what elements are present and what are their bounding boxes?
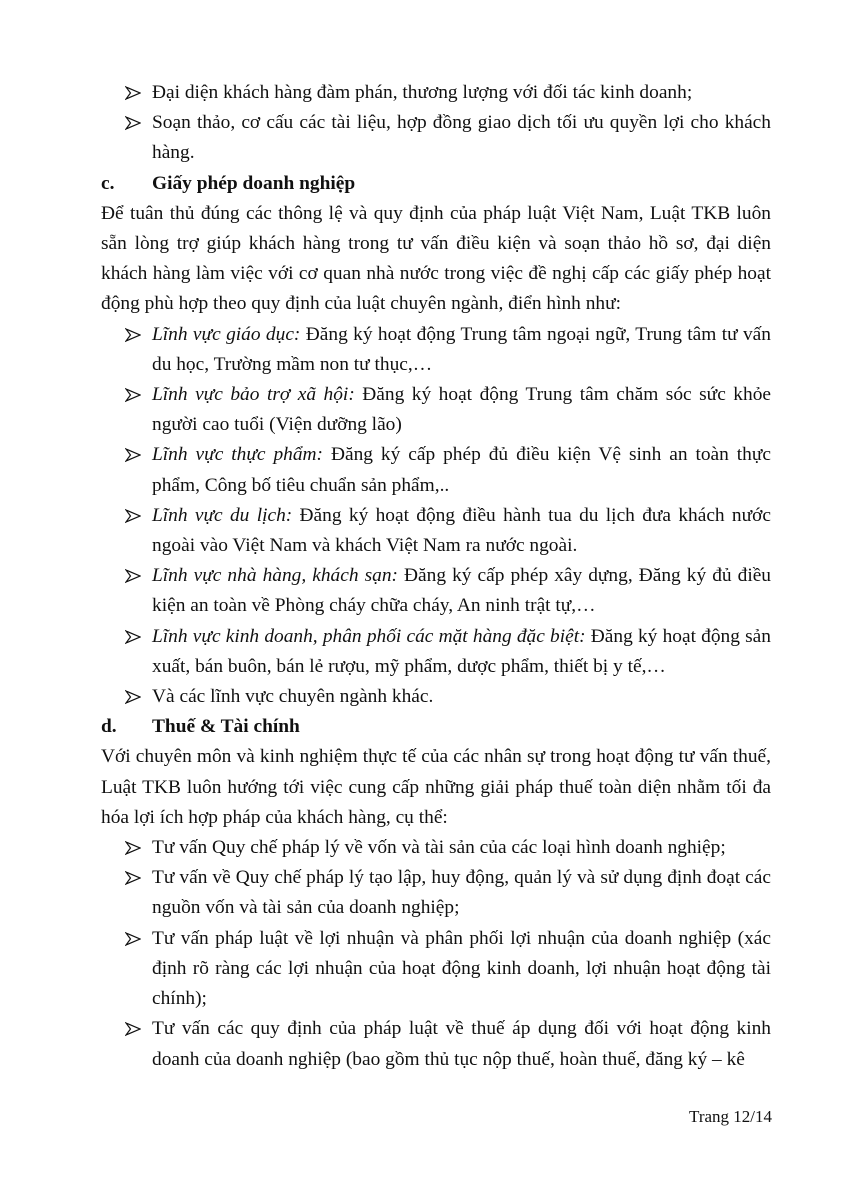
section-intro: Để tuân thủ đúng các thông lệ và quy định của pháp luật Việt Nam, Luật TKB luôn sẵn lòng trợ giúp khách hàng trong tư vấn điều kiện và soạn thảo hồ sơ, đại diện khách hàng làm việc với cơ quan nhà nước trong việc đề nghị cấp các giấy phép hoạt động phù hợp theo quy định của luật chuyên ngành, điển hình như: [101,202,771,315]
list-item [101,863,771,923]
list-item [101,682,771,712]
section-letter: c. [101,172,115,194]
list-item [101,1014,771,1074]
tax-bullet-list [101,833,771,1075]
section-intro: Với chuyên môn và kinh nghiệm thực tế của các nhân sự trong hoạt động tư vấn thuế, Luật TKB luôn hướng tới việc cung cấp những giải pháp thuế toàn diện nhằm tối đa hóa lợi ích hợp pháp của khách hàng, cụ thể: [101,746,771,828]
arrowhead-bullet-icon [125,387,141,403]
arrowhead-bullet-icon [125,327,141,343]
arrowhead-bullet-icon [125,508,141,524]
list-item-text: Tư vấn về Quy chế pháp lý tạo lập, huy động, quản lý và sử dụng định đoạt các nguồn vốn và tài sản của doanh nghiệp; [152,867,771,919]
field-label: Lĩnh vực bảo trợ xã hội: [152,384,355,406]
page-number: Trang 12/14 [689,1107,772,1126]
arrowhead-bullet-icon [125,629,141,645]
list-item [101,833,771,863]
arrowhead-bullet-icon [125,1021,141,1037]
arrowhead-bullet-icon [125,870,141,886]
arrowhead-bullet-icon [125,447,141,463]
field-label: Lĩnh vực thực phẩm: [152,444,324,466]
arrowhead-bullet-icon [125,931,141,947]
list-item [101,561,771,621]
field-description: Và các lĩnh vực chuyên ngành khác. [152,686,434,708]
field-description: Đăng ký cấp phép xây dựng, Đăng ký đủ điều kiện an toàn về Phòng cháy chữa cháy, An ninh trật tự,… [152,565,772,617]
list-item [101,440,771,500]
section-heading-c [101,169,771,199]
section-heading-d [101,712,771,742]
top-bullet-list [101,78,771,169]
arrowhead-bullet-icon [125,689,141,705]
field-description: Đăng ký hoạt động sản xuất, bán buôn, bán lẻ rượu, mỹ phẩm, dược phẩm, thiết bị y tế,… [152,625,771,677]
list-item [101,108,771,168]
field-description: Đăng ký hoạt động Trung tâm chăm sóc sức khỏe người cao tuổi (Viện dưỡng lão) [152,384,771,436]
list-item-text: Tư vấn các quy định của pháp luật về thuế áp dụng đối với hoạt động kinh doanh của doanh nghiệp (bao gồm thủ tục nộp thuế, hoàn thuế, đăng ký – kê [152,1018,771,1070]
list-item-text: Soạn thảo, cơ cấu các tài liệu, hợp đồng giao dịch tối ưu quyền lợi cho khách hàng. [152,112,771,164]
arrowhead-bullet-icon [125,840,141,856]
field-label: Lĩnh vực du lịch: [152,504,293,526]
arrowhead-bullet-icon [125,568,141,584]
field-label: Lĩnh vực giáo dục: [152,323,301,345]
field-label: Lĩnh vực kinh doanh, phân phối các mặt hàng đặc biệt: [152,625,586,647]
list-item [101,380,771,440]
list-item [101,924,771,1015]
list-item [101,622,771,682]
arrowhead-bullet-icon [125,115,141,131]
page-content [101,78,771,1075]
section-title: Giấy phép doanh nghiệp [152,172,356,194]
list-item-text: Tư vấn Quy chế pháp lý về vốn và tài sản của các loại hình doanh nghiệp; [152,837,726,859]
field-description: Đăng ký hoạt động Trung tâm ngoại ngữ, Trung tâm tư vấn du học, Trường mầm non tư thục,… [152,323,771,375]
list-item [101,501,771,561]
section-title: Thuế & Tài chính [152,716,300,738]
section-letter: d. [101,716,117,738]
list-item [101,78,771,108]
field-label: Lĩnh vực nhà hàng, khách sạn: [152,565,398,587]
arrowhead-bullet-icon [125,85,141,101]
list-item-text: Đại diện khách hàng đàm phán, thương lượng với đối tác kinh doanh; [152,82,693,103]
field-description: Đăng ký hoạt động điều hành tua du lịch đưa khách nước ngoài vào Việt Nam và khách Việt Nam ra nước ngoài. [152,504,771,557]
field-description: Đăng ký cấp phép đủ điều kiện Vệ sinh an toàn thực phẩm, Công bố tiêu chuẩn sản phẩm,.. [152,444,771,496]
list-item [101,320,771,380]
licence-bullet-list [101,320,771,713]
list-item-text: Tư vấn pháp luật về lợi nhuận và phân phối lợi nhuận của doanh nghiệp (xác định rõ ràng các lợi nhuận của hoạt động kinh doanh, lợi nhuận hoạt động tài chính); [152,927,771,1010]
